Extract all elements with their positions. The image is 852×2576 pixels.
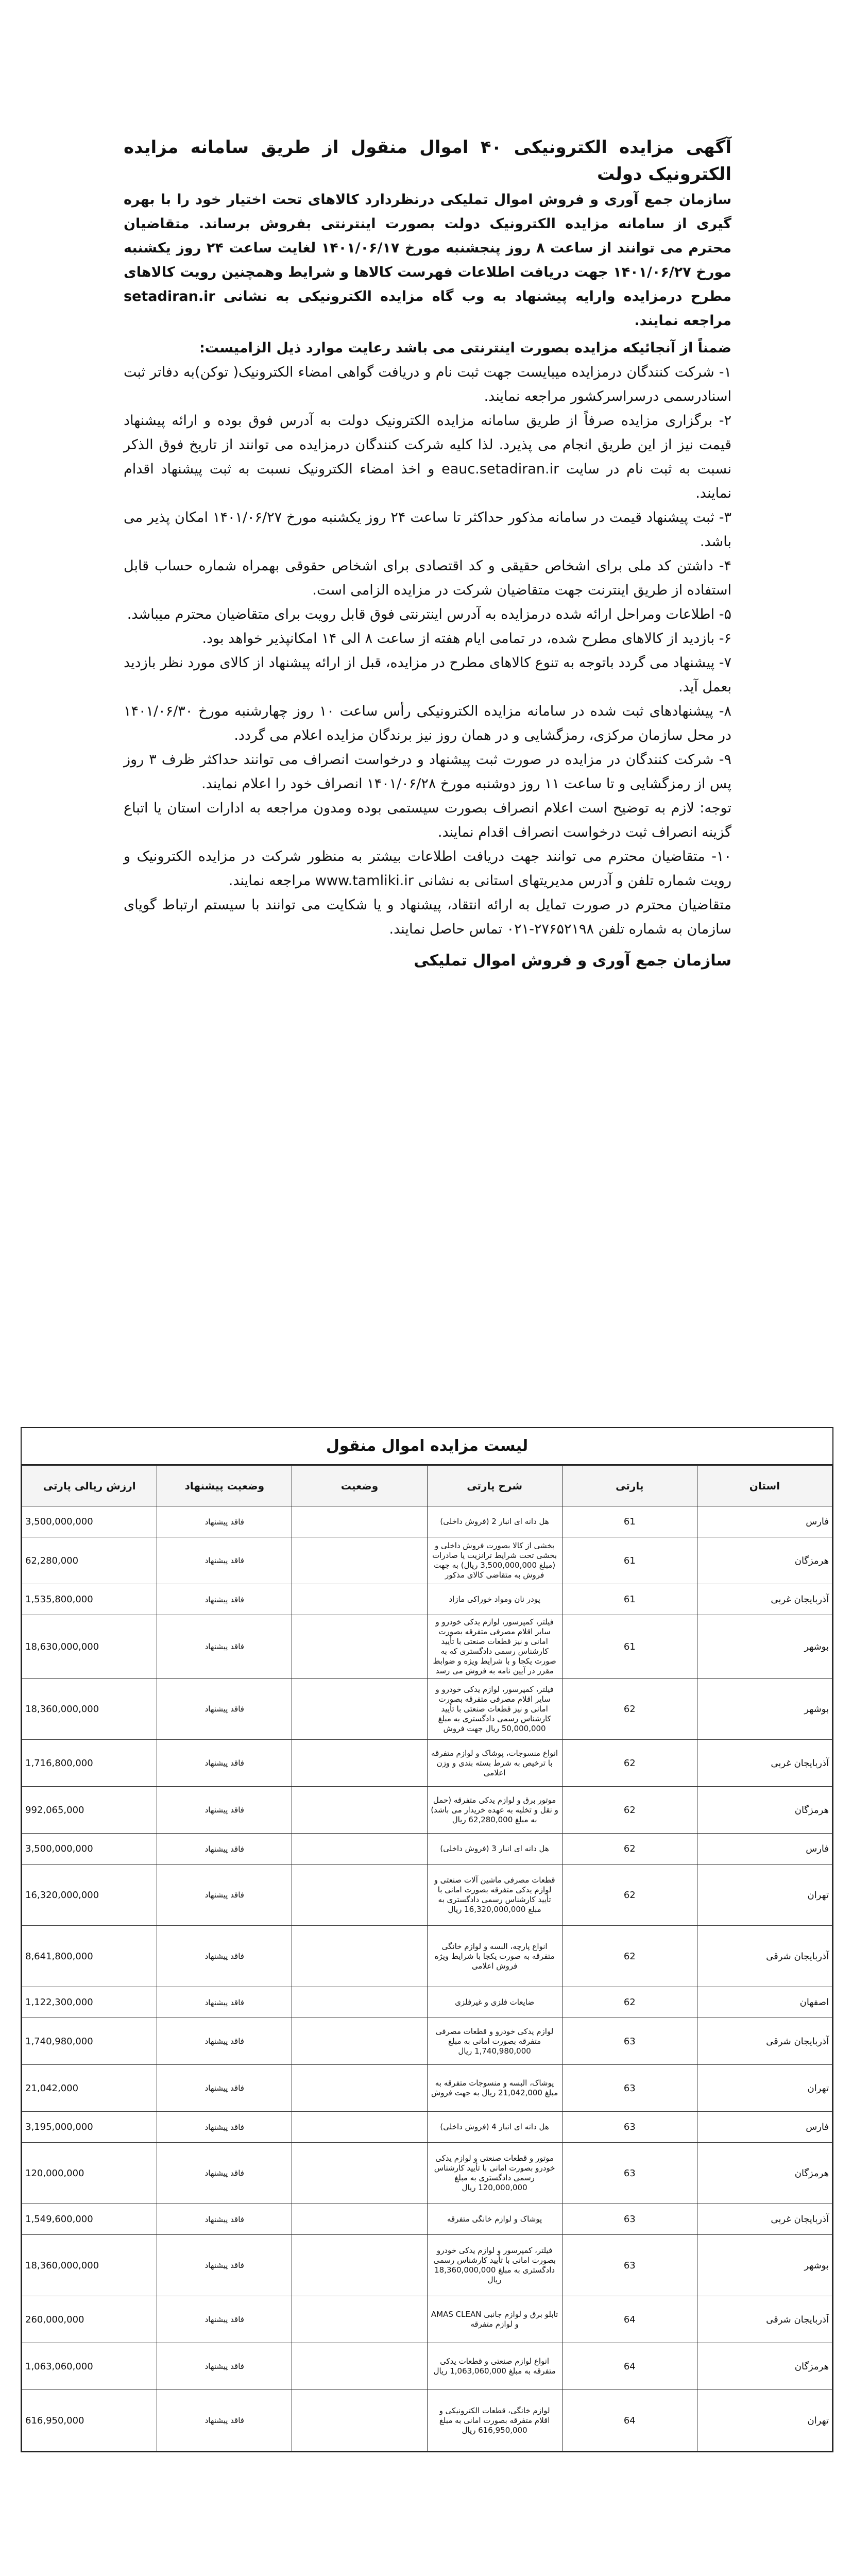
- cell-desc: انواع منسوجات، پوشاک و لوازم متفرقه با ترخیص به شرط بسته بندی و وزن اعلامی: [427, 1740, 562, 1787]
- cell-province: هرمزگان: [697, 2143, 832, 2204]
- cell-price: 120,000,000: [22, 2143, 157, 2204]
- cell-price: 62,280,000: [22, 1537, 157, 1584]
- table-row: [22, 2235, 832, 2296]
- cell-state: [292, 2143, 427, 2204]
- cell-state: [292, 1865, 427, 1926]
- cell-province: آذربایجان شرقی: [697, 1926, 832, 1987]
- cell-price: 616,950,000: [22, 2390, 157, 2451]
- cell-desc: انواع لوازم صنعتی و قطعات یدکی متفرقه به مبلغ 1,063,060,000 ریال: [427, 2343, 562, 2390]
- table-row: [22, 2296, 832, 2343]
- cell-price: 3,500,000,000: [22, 1834, 157, 1865]
- notice-subhead: ضمناً از آنجائیکه مزایده بصورت اینترنتی می باشد رعایت موارد ذیل الزامیست:: [199, 340, 731, 356]
- cell-state: [292, 1834, 427, 1865]
- cell-state: [292, 2018, 427, 2065]
- cell-province: هرمزگان: [697, 1537, 832, 1584]
- cell-lot: 63: [562, 2018, 697, 2065]
- auction-notice: [124, 134, 731, 973]
- notice-item: ۳- ثبت پیشنهاد قیمت در سامانه مذکور حداکثر تا ساعت ۲۴ روز یکشنبه مورخ ۱۴۰۱/۰۶/۲۷ امکان پذیر می باشد.: [124, 510, 731, 550]
- cell-desc: هل دانه ای انبار 3 (فروش داخلی): [427, 1834, 562, 1865]
- cell-status: فاقد پیشنهاد: [157, 1615, 292, 1679]
- notice-item: ۸- پیشنهادهای ثبت شده در سامانه مزایده الکترونیکی رأس ساعت ۱۰ روز چهارشنبه مورخ ۱۴۰۱/۰۶/۳۰ در محل سازمان مرکزی، رمزگشایی و در همان روز نیز برندگان مزایده اعلام می گردد.: [124, 703, 731, 743]
- cell-desc: لوازم یدکی خودرو و قطعات مصرفی متفرقه بصورت امانی به مبلغ 1,740,980,000 ریال: [427, 2018, 562, 2065]
- cell-desc: فیلتر، کمپرسور و لوازم یدکی خودرو بصورت امانی با تأیید کارشناس رسمی دادگستری به مبلغ 18,360,000,000 ریال: [427, 2235, 562, 2296]
- cell-lot: 62: [562, 1787, 697, 1834]
- cell-province: بوشهر: [697, 1679, 832, 1740]
- cell-lot: 62: [562, 1740, 697, 1787]
- table-row: [22, 2343, 832, 2390]
- table-row: [22, 1740, 832, 1787]
- cell-status: فاقد پیشنهاد: [157, 1987, 292, 2018]
- cell-desc: پودر نان ومواد خوراکی مازاد: [427, 1584, 562, 1615]
- cell-province: بوشهر: [697, 1615, 832, 1679]
- cell-price: 260,000,000: [22, 2296, 157, 2343]
- notice-item: ۱- شرکت کنندگان درمزایده میبایست جهت ثبت نام و دریافت گواهی امضاء الکترونیک( توکن)به دفاتر ثبت اسنادرسمی درسراسرکشور مراجعه نمایند.: [124, 364, 731, 404]
- cell-province: فارس: [697, 2112, 832, 2143]
- cell-price: 3,500,000,000: [22, 1506, 157, 1537]
- cell-lot: 62: [562, 1926, 697, 1987]
- notice-item: ۲- برگزاری مزایده صرفاً از طریق سامانه مزایده الکترونیک دولت به آدرس فوق بوده و ارائه پیشنهاد قیمت نیز از این طریق انجام می پذیرد. لذا کلیه شرکت کنندگان درمزایده می توانند از تاریخ فوق الذکر نسبت به ثبت نام در سایت eauc.setadiran.ir و اخذ امضاء الکترونیک نسبت به ثبت پیشنهاد اقدام نمایند.: [124, 413, 731, 501]
- cell-state: [292, 2235, 427, 2296]
- cell-desc: پوشاک و لوازم خانگی متفرقه: [427, 2204, 562, 2235]
- notice-signature: سازمان جمع آوری و فروش اموال تملیکی: [414, 952, 731, 970]
- cell-status: فاقد پیشنهاد: [157, 1740, 292, 1787]
- table-row: [22, 2065, 832, 2112]
- cell-status: فاقد پیشنهاد: [157, 1506, 292, 1537]
- notice-item: ۹- شرکت کنندگان در مزایده در صورت ثبت پیشنهاد و درخواست انصراف می توانند حداکثر ظرف ۳ روز پس از رمزگشایی و تا ساعت ۱۱ روز دوشنبه مورخ ۱۴۰۱/۰۶/۲۸ انصراف خود را اعلام نمایند.: [124, 752, 731, 792]
- cell-state: [292, 2065, 427, 2112]
- table-row: [22, 1865, 832, 1926]
- cell-desc: ضایعات فلزی و غیرفلزی: [427, 1987, 562, 2018]
- table-header-row: [22, 1466, 832, 1506]
- cell-lot: 61: [562, 1537, 697, 1584]
- cell-lot: 61: [562, 1506, 697, 1537]
- cell-lot: 63: [562, 2204, 697, 2235]
- cell-lot: 62: [562, 1987, 697, 2018]
- cell-state: [292, 1615, 427, 1679]
- cell-lot: 63: [562, 2235, 697, 2296]
- table-row: [22, 2018, 832, 2065]
- table-row: [22, 1537, 832, 1584]
- cell-desc: بخشی از کالا بصورت فروش داخلی و بخشی تحت شرایط ترانزیت یا صادرات (مبلغ 3,500,000,000 ریال) به جهت فروش به متقاضی کالای مذکور: [427, 1537, 562, 1584]
- cell-status: فاقد پیشنهاد: [157, 2235, 292, 2296]
- cell-desc: تابلو برق و لوازم جانبی AMAS CLEAN و لوازم متفرقه: [427, 2296, 562, 2343]
- cell-price: 1,063,060,000: [22, 2343, 157, 2390]
- cell-state: [292, 2112, 427, 2143]
- table-title: لیست مزایده اموال منقول: [22, 1428, 832, 1465]
- cell-price: 1,535,800,000: [22, 1584, 157, 1615]
- cell-status: فاقد پیشنهاد: [157, 2390, 292, 2451]
- notice-item: ۶- بازدید از کالاهای مطرح شده، در تمامی ایام هفته از ساعت ۸ الی ۱۴ امکانپذیر خواهد بود.: [202, 631, 731, 647]
- cell-status: فاقد پیشنهاد: [157, 1537, 292, 1584]
- notice-item: ۴- داشتن کد ملی برای اشخاص حقیقی و کد اقتصادی برای اشخاص حقوقی بهمراه شماره حساب قابل استفاده از طریق اینترنت جهت متقاضیان شرکت در مزایده الزامی است.: [124, 558, 731, 598]
- cell-desc: انواع پارچه، البسه و لوازم خانگی متفرقه به صورت یکجا با شرایط ویژه فروش اعلامی: [427, 1926, 562, 1987]
- cell-status: فاقد پیشنهاد: [157, 2204, 292, 2235]
- cell-province: هرمزگان: [697, 1787, 832, 1834]
- notice-intro: سازمان جمع آوری و فروش اموال تملیکی درنظردارد کالاهای تحت اختیار خود را با بهره گیری از سامانه مزایده الکترونیک دولت بصورت اینترنتی بفروش برساند. متقاضیان محترم می توانند از ساعت ۸ روز پنجشنبه مورخ ۱۴۰۱/۰۶/۱۷ لغایت ساعت ۲۴ روز یکشنبه مورخ ۱۴۰۱/۰۶/۲۷ جهت دریافت اطلاعات فهرست کالاها و شرایط وهمچنین رویت کالاهای مطرح درمزایده وارایه پیشنهاد به وب گاه مزایده الکترونیکی به نشانی setadiran.ir مراجعه نمایند.: [124, 192, 732, 329]
- table-row: [22, 1926, 832, 1987]
- cell-state: [292, 1987, 427, 2018]
- cell-price: 16,320,000,000: [22, 1865, 157, 1926]
- cell-price: 8,641,800,000: [22, 1926, 157, 1987]
- col-price: ارزش ریالی پارتی: [22, 1466, 157, 1506]
- cell-lot: 63: [562, 2065, 697, 2112]
- cell-price: 18,630,000,000: [22, 1615, 157, 1679]
- cell-province: بوشهر: [697, 2235, 832, 2296]
- cell-province: آذربایجان شرقی: [697, 2018, 832, 2065]
- cell-state: [292, 2390, 427, 2451]
- cell-desc: لوازم خانگی، قطعات الکترونیکی و اقلام متفرقه بصورت امانی به مبلغ 616,950,000 ریال: [427, 2390, 562, 2451]
- cell-price: 3,195,000,000: [22, 2112, 157, 2143]
- col-desc: شرح پارتی: [427, 1466, 562, 1506]
- table-row: [22, 2143, 832, 2204]
- cell-desc: موتور برق و لوازم یدکی متفرقه (حمل و نقل و تخلیه به عهده خریدار می باشد) به مبلغ 62,280,000 ریال: [427, 1787, 562, 1834]
- cell-price: 1,122,300,000: [22, 1987, 157, 2018]
- cell-province: فارس: [697, 1834, 832, 1865]
- notice-item: ۵- اطلاعات ومراحل ارائه شده درمزایده به آدرس اینترنتی فوق قابل رویت برای متقاضیان محترم میباشد.: [127, 606, 731, 622]
- notice-headline: [124, 134, 731, 188]
- cell-status: فاقد پیشنهاد: [157, 2018, 292, 2065]
- table-row: [22, 1506, 832, 1537]
- cell-province: تهران: [697, 1865, 832, 1926]
- cell-state: [292, 1787, 427, 1834]
- cell-desc: هل دانه ای انبار 4 (فروش داخلی): [427, 2112, 562, 2143]
- cell-status: فاقد پیشنهاد: [157, 2343, 292, 2390]
- cell-desc: هل دانه ای انبار 2 (فروش داخلی): [427, 1506, 562, 1537]
- cell-lot: 64: [562, 2343, 697, 2390]
- headline-text: آگهی مزایده الکترونیکی ۴۰ اموال منقول از طریق سامانه مزایده الکترونیک دولت: [124, 137, 731, 184]
- table-row: [22, 2112, 832, 2143]
- cell-state: [292, 2296, 427, 2343]
- table-row: [22, 1787, 832, 1834]
- cell-price: 1,740,980,000: [22, 2018, 157, 2065]
- cell-lot: 64: [562, 2296, 697, 2343]
- table-row: [22, 1834, 832, 1865]
- cell-province: آذربایجان شرقی: [697, 2296, 832, 2343]
- notice-item: ۷- پیشنهاد می گردد باتوجه به تنوع کالاهای مطرح در مزایده، قبل از ارائه پیشنهاد از کالای مورد نظر بازدید بعمل آید.: [124, 655, 731, 695]
- cell-province: فارس: [697, 1506, 832, 1537]
- cell-status: فاقد پیشنهاد: [157, 2143, 292, 2204]
- cell-state: [292, 2204, 427, 2235]
- table-row: [22, 2204, 832, 2235]
- cell-desc: قطعات مصرفی ماشین آلات صنعتی و لوازم یدکی متفرقه بصورت امانی با تأیید کارشناس رسمی دادگستری به مبلغ 16,320,000,000 ریال: [427, 1865, 562, 1926]
- cell-state: [292, 2343, 427, 2390]
- cell-state: [292, 1679, 427, 1740]
- notice-item: ۱۰- متقاضیان محترم می توانند جهت دریافت اطلاعات بیشتر به منظور شرکت در مزایده الکترونیک و رویت شماره تلفن و آدرس مدیریتهای استانی به نشانی www.tamliki.ir مراجعه نمایند.: [124, 849, 731, 889]
- cell-status: فاقد پیشنهاد: [157, 1679, 292, 1740]
- cell-province: آذربایجان غربی: [697, 1740, 832, 1787]
- cell-lot: 63: [562, 2112, 697, 2143]
- notice-item: توجه: لازم به توضیح است اعلام انصراف بصورت سیستمی بوده ومدون مراجعه به ادارات استان یا اتباع گزینه انصراف ثبت درخواست انصراف اقدام نمایند.: [124, 800, 731, 840]
- cell-province: هرمزگان: [697, 2343, 832, 2390]
- cell-lot: 61: [562, 1615, 697, 1679]
- cell-state: [292, 1506, 427, 1537]
- col-status: وضعیت پیشنهاد: [157, 1466, 292, 1506]
- cell-status: فاقد پیشنهاد: [157, 2065, 292, 2112]
- cell-status: فاقد پیشنهاد: [157, 1584, 292, 1615]
- cell-state: [292, 1537, 427, 1584]
- cell-status: فاقد پیشنهاد: [157, 1787, 292, 1834]
- table-row: [22, 1987, 832, 2018]
- table-row: [22, 1615, 832, 1679]
- col-state: وضعیت: [292, 1466, 427, 1506]
- cell-price: 992,065,000: [22, 1787, 157, 1834]
- cell-price: 1,716,800,000: [22, 1740, 157, 1787]
- table-row: [22, 1584, 832, 1615]
- cell-status: فاقد پیشنهاد: [157, 1834, 292, 1865]
- cell-price: 18,360,000,000: [22, 2235, 157, 2296]
- cell-lot: 61: [562, 1584, 697, 1615]
- cell-lot: 62: [562, 1865, 697, 1926]
- cell-lot: 63: [562, 2143, 697, 2204]
- notice-item: متقاضیان محترم در صورت تمایل به ارائه انتقاد، پیشنهاد و یا شکایت می توانند با سیستم ارتباط گویای سازمان به شماره تلفن ۲۷۶۵۲۱۹۸-۰۲۱ تماس حاصل نمایند.: [124, 897, 731, 937]
- cell-desc: موتور و قطعات صنعتی و لوازم یدکی خودرو بصورت امانی با تأیید کارشناس رسمی دادگستری به مبلغ 120,000,000 ریال: [427, 2143, 562, 2204]
- cell-desc: فیلتر، کمپرسور، لوازم یدکی خودرو و سایر اقلام مصرفی متفرقه بصورت امانی و نیز قطعات صنعتی با تأیید کارشناس رسمی دادگستری که به صورت یکجا و با شرایط ویژه و ضوابط مقرر در آیین نامه به فروش می رسد: [427, 1615, 562, 1679]
- cell-price: 1,549,600,000: [22, 2204, 157, 2235]
- cell-status: فاقد پیشنهاد: [157, 1865, 292, 1926]
- cell-desc: پوشاک، البسه و منسوجات متفرقه به مبلغ 21,042,000 ریال به جهت فروش: [427, 2065, 562, 2112]
- cell-status: فاقد پیشنهاد: [157, 2296, 292, 2343]
- cell-desc: فیلتر، کمپرسور، لوازم یدکی خودرو و سایر اقلام مصرفی متفرقه بصورت امانی و نیز قطعات صنعتی با تأیید کارشناس رسمی دادگستری به مبلغ 50,000,000 ریال جهت فروش: [427, 1679, 562, 1740]
- table-row: [22, 1679, 832, 1740]
- cell-status: فاقد پیشنهاد: [157, 2112, 292, 2143]
- cell-status: فاقد پیشنهاد: [157, 1926, 292, 1987]
- notice-items: [124, 360, 731, 941]
- cell-lot: 62: [562, 1679, 697, 1740]
- cell-province: آذربایجان غربی: [697, 2204, 832, 2235]
- cell-state: [292, 1926, 427, 1987]
- cell-price: 21,042,000: [22, 2065, 157, 2112]
- cell-state: [292, 1740, 427, 1787]
- cell-lot: 64: [562, 2390, 697, 2451]
- cell-province: آذربایجان غربی: [697, 1584, 832, 1615]
- cell-price: 18,360,000,000: [22, 1679, 157, 1740]
- auction-table-1: [21, 1427, 833, 2452]
- cell-state: [292, 1584, 427, 1615]
- cell-province: تهران: [697, 2390, 832, 2451]
- cell-province: اصفهان: [697, 1987, 832, 2018]
- table-row: [22, 2390, 832, 2451]
- cell-lot: 62: [562, 1834, 697, 1865]
- col-province: استان: [697, 1466, 832, 1506]
- cell-province: تهران: [697, 2065, 832, 2112]
- col-lot: پارتی: [562, 1466, 697, 1506]
